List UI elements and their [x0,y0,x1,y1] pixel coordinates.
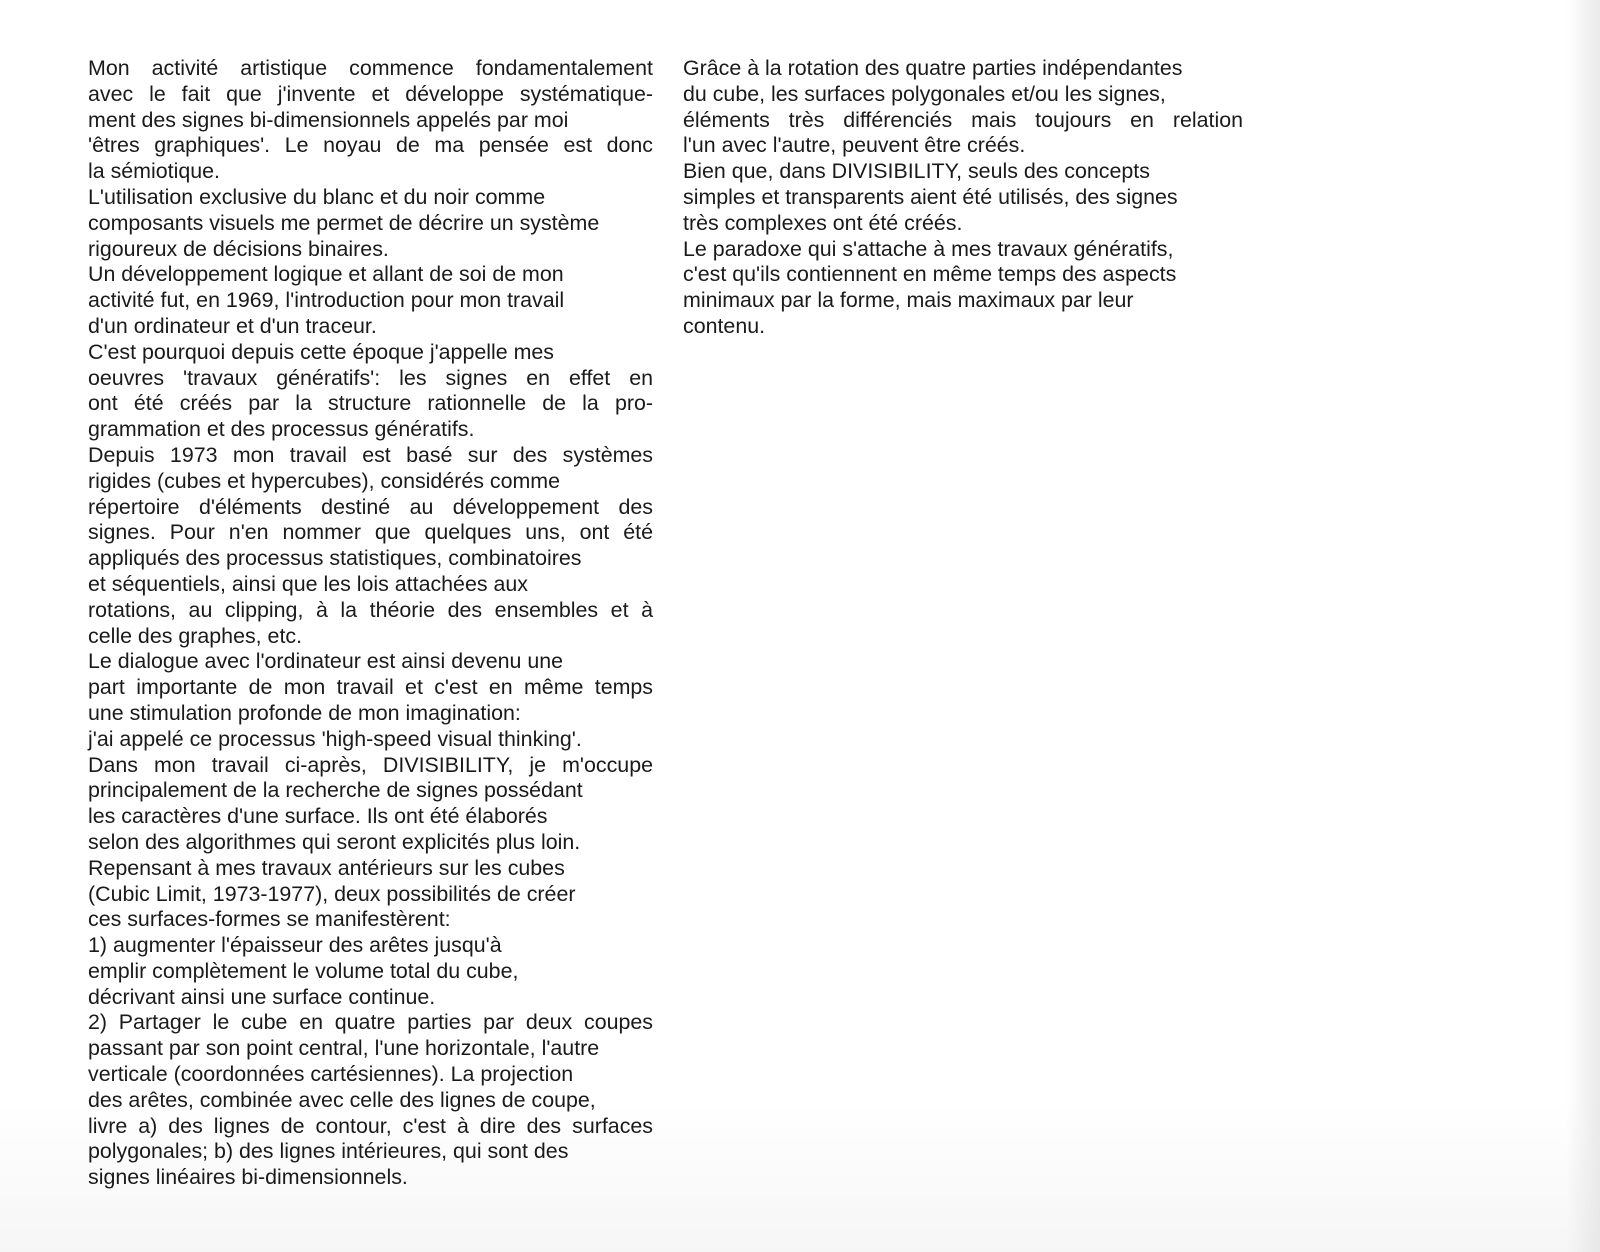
text-line: d'un ordinateur et d'un traceur. [88,313,377,338]
text-line: Un développement logique et allant de soi de mon [88,262,564,287]
text-line: ces surfaces-formes se manifestèrent: [88,907,451,932]
text-line: C'est pourquoi depuis cette époque j'appelle mes [88,339,554,364]
text-line: Grâce à la rotation des quatre parties indépendantes [683,56,1183,80]
text-line: la sémiotique. [88,159,220,184]
text-line: signes linéaires bi-dimensionnels. [88,1165,408,1190]
text-line: activité fut, en 1969, l'introduction pour mon travail [88,288,565,313]
text-line: des arêtes, combinée avec celle des lignes de coupe, [88,1087,596,1112]
text-line: très complexes ont été créés. [683,210,963,235]
text-line: emplir complètement le volume total du cube, [88,958,519,983]
text-line: rotations, au clipping, à la théorie des ensembles et à [88,597,653,622]
text-line: ont été créés par la structure rationnelle de la pro- [88,391,653,416]
text-line: Repensant à mes travaux antérieurs sur les cubes [88,855,565,880]
text-line: ment des signes bi-dimensionnels appelés par moi [88,107,569,132]
text-line: L'utilisation exclusive du blanc et du noir comme [88,184,546,209]
text-line: contenu. [683,313,766,338]
page-edge-shadow [1566,0,1600,1252]
text-line: une stimulation profonde de mon imagination: [88,700,521,725]
text-line: minimaux par la forme, mais maximaux par leur [683,288,1134,313]
text-line: livre a) des lignes de contour, c'est à dire des surfaces [88,1113,653,1138]
text-line: appliqués des processus statistiques, combinatoires [88,546,582,571]
text-line: Mon activité artistique commence fondamentalement [88,56,653,80]
text-line: Depuis 1973 mon travail est basé sur des systèmes [88,442,653,467]
text-line: éléments très différenciés mais toujours en relation [683,107,1243,132]
text-line: Le paradoxe qui s'attache à mes travaux génératifs, [683,236,1174,261]
text-line: 'êtres graphiques'. Le noyau de ma pensée est donc [88,133,653,158]
text-line: passant par son point central, l'une horizontale, l'autre [88,1036,600,1061]
text-line: selon des algorithmes qui seront explicités plus loin. [88,829,581,854]
text-line: décrivant ainsi une surface continue. [88,984,436,1009]
text-line: signes. Pour n'en nommer que quelques uns, ont été [88,520,653,545]
text-line: Dans mon travail ci-après, DIVISIBILITY, je m'occupe [88,752,653,777]
text-line: Le dialogue avec l'ordinateur est ainsi devenu une [88,649,564,674]
text-line: Bien que, dans DIVISIBILITY, seuls des concepts [683,159,1150,184]
text-line: 1) augmenter l'épaisseur des arêtes jusqu'à [88,933,502,958]
text-line: (Cubic Limit, 1973-1977), deux possibilités de créer [88,881,576,906]
text-line: principalement de la recherche de signes possédant [88,778,583,803]
text-line: grammation et des processus génératifs. [88,417,475,442]
text-line: oeuvres 'travaux génératifs': les signes en effet en [88,365,653,390]
text-line: les caractères d'une surface. Ils ont été élaborés [88,804,548,829]
text-column-left [88,56,653,1191]
text-line: j'ai appelé ce processus 'high-speed visual thinking'. [88,726,582,751]
text-line: composants visuels me permet de décrire un système [88,210,600,235]
text-line: l'un avec l'autre, peuvent être créés. [683,133,1026,158]
text-line: du cube, les surfaces polygonales et/ou les signes, [683,81,1166,106]
text-line: polygonales; b) des lignes intérieures, qui sont des [88,1139,569,1164]
text-line: rigoureux de décisions binaires. [88,236,389,261]
text-line: 2) Partager le cube en quatre parties par deux coupes [88,1010,653,1035]
text-line: répertoire d'éléments destiné au développement des [88,494,653,519]
text-line: c'est qu'ils contiennent en même temps des aspects [683,262,1177,287]
text-line: verticale (coordonnées cartésiennes). La projection [88,1062,574,1087]
text-line: simples et transparents aient été utilisés, des signes [683,184,1178,209]
text-column-right [683,56,1243,340]
text-line: rigides (cubes et hypercubes), considérés comme [88,468,560,493]
text-line: celle des graphes, etc. [88,623,303,648]
text-line: et séquentiels, ainsi que les lois attachées aux [88,571,528,596]
text-line: avec le fait que j'invente et développe systématique- [88,81,653,106]
text-line: part importante de mon travail et c'est en même temps [88,675,653,700]
